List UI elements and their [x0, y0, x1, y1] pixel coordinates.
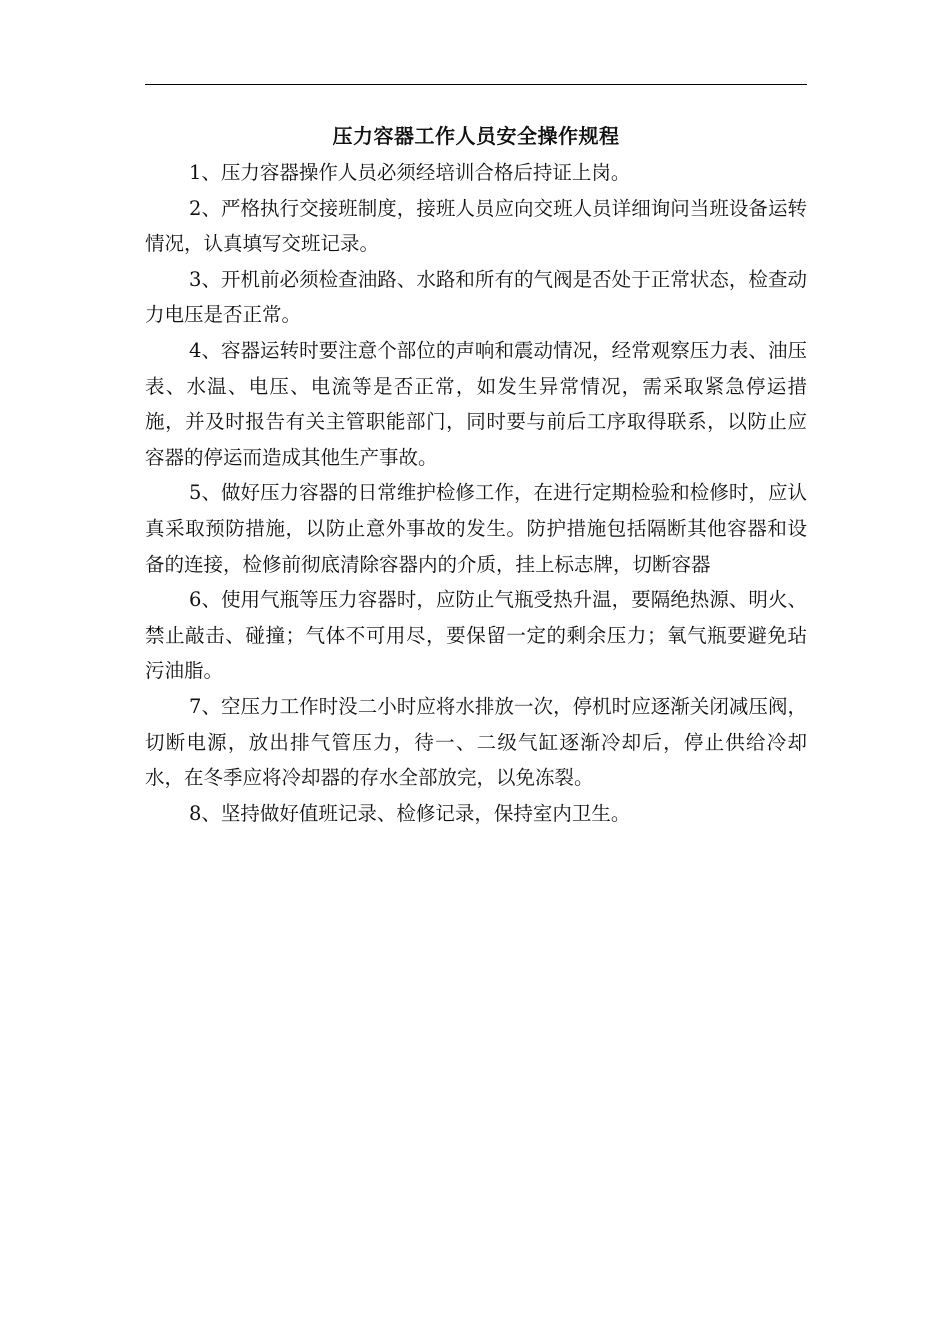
- document-body: [145, 155, 807, 831]
- paragraph-1: 1、压力容器操作人员必须经培训合格后持证上岗。: [189, 161, 631, 184]
- paragraph-4: 4、容器运转时要注意个部位的声响和震动情况，经常观察压力表、油压表、水温、电压、电流等是否正常，如发生异常情况，需采取紧急停运措施，并及时报告有关主管职能部门，同时要与前后工序取得联系，以防止应容器的停运而造成其他生产事故。: [145, 338, 807, 469]
- paragraph-7: 7、空压力工作时没二小时应将水排放一次，停机时应逐渐关闭减压阀，切断电源，放出排气管压力，待一、二级气缸逐渐冷却后，停止供给冷却水，在冬季应将冷却器的存水全部放完，以免冻裂。: [145, 694, 807, 790]
- header-rule: [145, 84, 807, 85]
- document-title: 压力容器工作人员安全操作规程: [332, 124, 620, 148]
- paragraph-8: 8、坚持做好值班记录、检修记录，保持室内卫生。: [189, 801, 631, 825]
- paragraph-2: 2、严格执行交接班制度，接班人员应向交班人员详细询问当班设备运转情况，认真填写交班记录。: [145, 196, 807, 256]
- paragraph-3: 3、开机前必须检查油路、水路和所有的气阀是否处于正常状态，检查动力电压是否正常。: [145, 267, 807, 327]
- paragraph-6: 6、使用气瓶等压力容器时，应防止气瓶受热升温，要隔绝热源、明火、禁止敲击、碰撞；气体不可用尽，要保留一定的剩余压力；氧气瓶要避免玷污油脂。: [145, 588, 807, 683]
- paragraph-5: 5、做好压力容器的日常维护检修工作，在进行定期检验和检修时，应认真采取预防措施，以防止意外事故的发生。防护措施包括隔断其他容器和设备的连接，检修前彻底清除容器内的介质，挂上标志牌，切断容器: [145, 481, 807, 576]
